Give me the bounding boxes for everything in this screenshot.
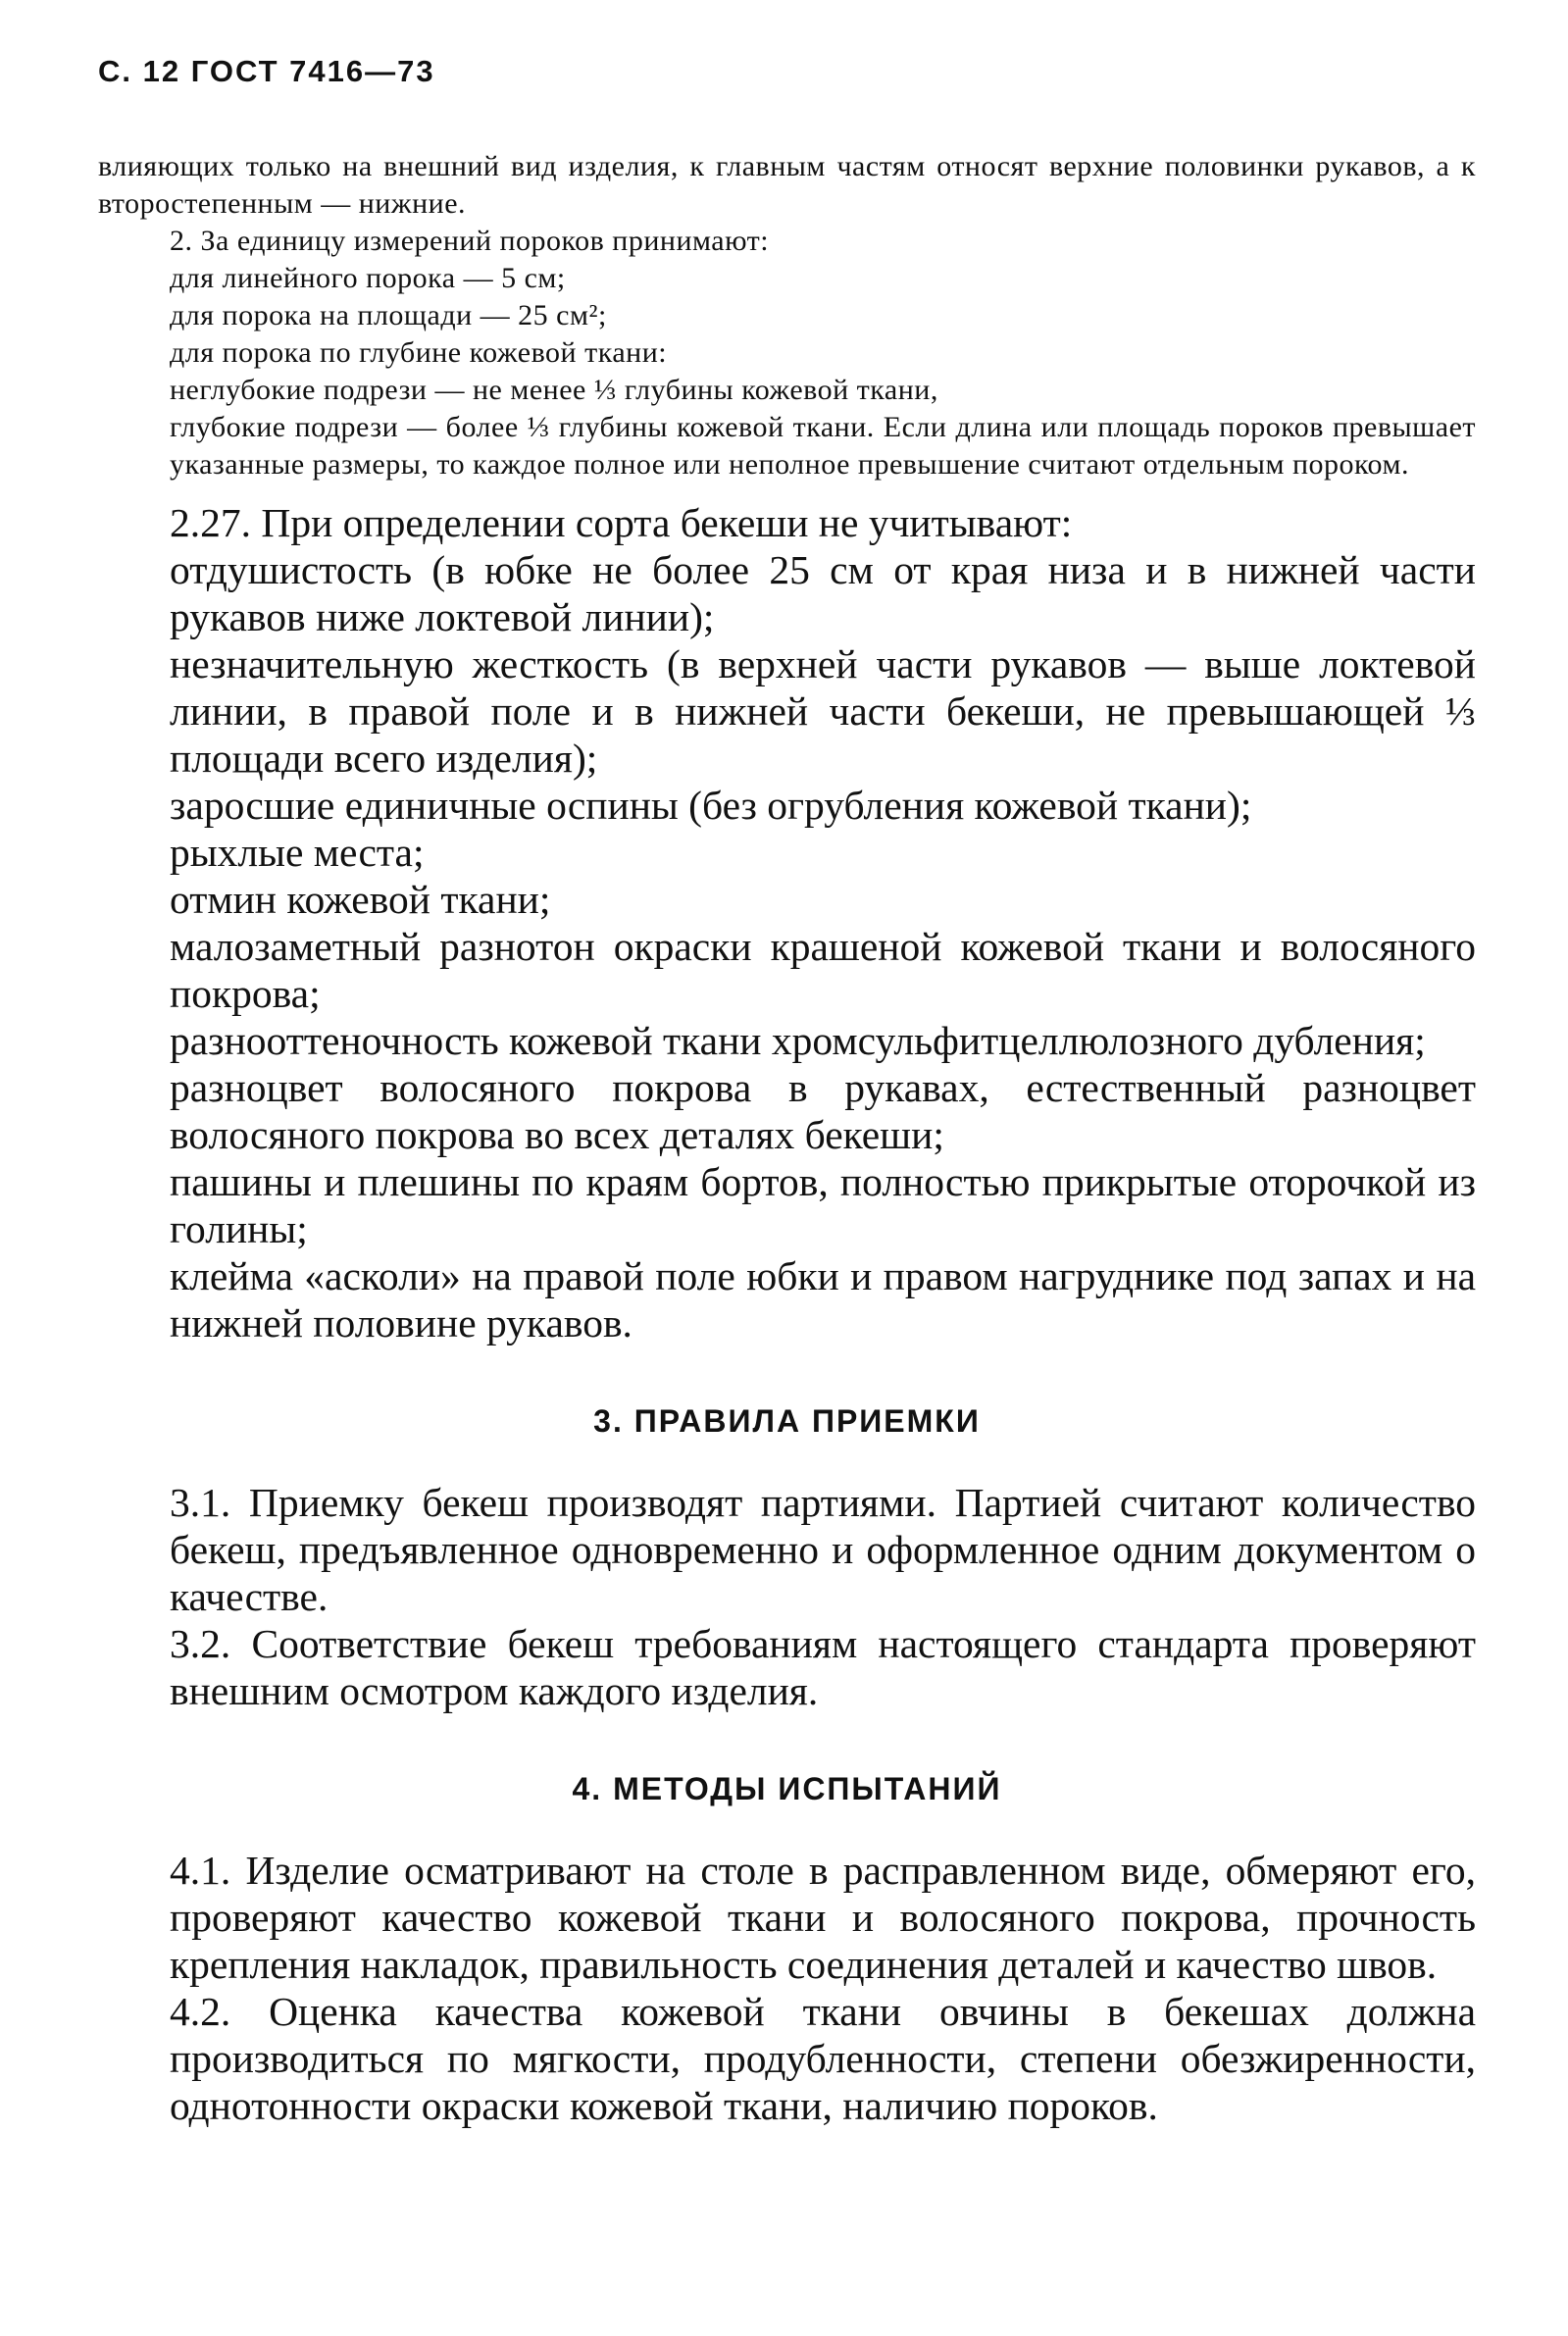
paragraph: 3.1. Приемку бекеш производят партиями. Партией считают количество бекеш, предъявленное одновременно и оформленное одним документом о качестве.: [170, 1480, 1476, 1619]
list-item: клейма «асколи» на правой поле юбки и правом нагруднике под запах и на нижней половине рукавов.: [170, 1253, 1476, 1346]
note-text: 2. За единицу измерений пороков принимают:: [170, 225, 770, 257]
document-page: [98, 54, 1476, 2129]
list-item: разноцвет волосяного покрова в рукавах, естественный разноцвет волосяного покрова во всех деталях бекеши;: [170, 1065, 1476, 1157]
list-item: малозаметный разнотон окраски крашеной кожевой ткани и волосяного покрова;: [170, 924, 1476, 1016]
paragraph: 4.1. Изделие осматривают на столе в расправленном виде, обмеряют его, проверяют качество кожевой ткани и волосяного покрова, прочность крепления накладок, правильность соединения деталей и качество швов.: [170, 1848, 1476, 1987]
section-heading: 4. МЕТОДЫ ИСПЫТАНИЙ: [572, 1771, 1002, 1806]
paragraph: 3.2. Соответствие бекеш требованиям настоящего стандарта проверяют внешним осмотром каждого изделия.: [170, 1621, 1476, 1713]
list-item: отмин кожевой ткани;: [170, 877, 551, 922]
section-2-27: [98, 499, 1476, 1346]
list-item: рыхлые места;: [170, 830, 425, 875]
list-item: отдушистость (в юбке не более 25 см от края низа и в нижней части рукавов ниже локтевой линии);: [170, 547, 1476, 639]
list-item: незначительную жесткость (в верхней части рукавов — выше локтевой линии, в правой поле и в нижней части бекеши, не превышающей ⅓ площади всего изделия);: [170, 641, 1476, 781]
section-4: [98, 1847, 1476, 2129]
list-item: заросшие единичные оспины (без огрубления кожевой ткани);: [170, 783, 1252, 828]
note-text: для линейного порока — 5 см;: [170, 262, 566, 294]
note-text: для порока на площади — 25 см²;: [170, 299, 607, 331]
note-text: влияющих только на внешний вид изделия, к главным частям относят верхние половинки рукавов, а к второстепенным — нижние.: [98, 150, 1476, 220]
list-item: разнооттеночность кожевой ткани хромсульфитцеллюлозного дубления;: [170, 1018, 1426, 1063]
paragraph: 4.2. Оценка качества кожевой ткани овчины в бекешах должна производиться по мягкости, продубленности, степени обезжиренности, однотонности окраски кожевой ткани, наличию пороков.: [170, 1989, 1476, 2128]
note-text: глубокие подрези — более ⅓ глубины кожевой ткани. Если длина или площадь пороков превышает указанные размеры, то каждое полное или неполное превышение считают отдельным пороком.: [170, 411, 1476, 481]
list-item: пашины и плешины по краям бортов, полностью прикрытые оторочкой из голины;: [170, 1159, 1476, 1251]
note-text: неглубокие подрези — не менее ⅓ глубины кожевой ткани,: [170, 374, 938, 406]
section-3: [98, 1479, 1476, 1714]
note-text: для порока по глубине кожевой ткани:: [170, 336, 668, 369]
notes-block: [98, 148, 1476, 483]
section-heading: 3. ПРАВИЛА ПРИЕМКИ: [593, 1403, 981, 1439]
paragraph: 2.27. При определении сорта бекеши не учитывают:: [170, 500, 1073, 545]
page-header: С. 12 ГОСТ 7416—73: [98, 54, 435, 88]
